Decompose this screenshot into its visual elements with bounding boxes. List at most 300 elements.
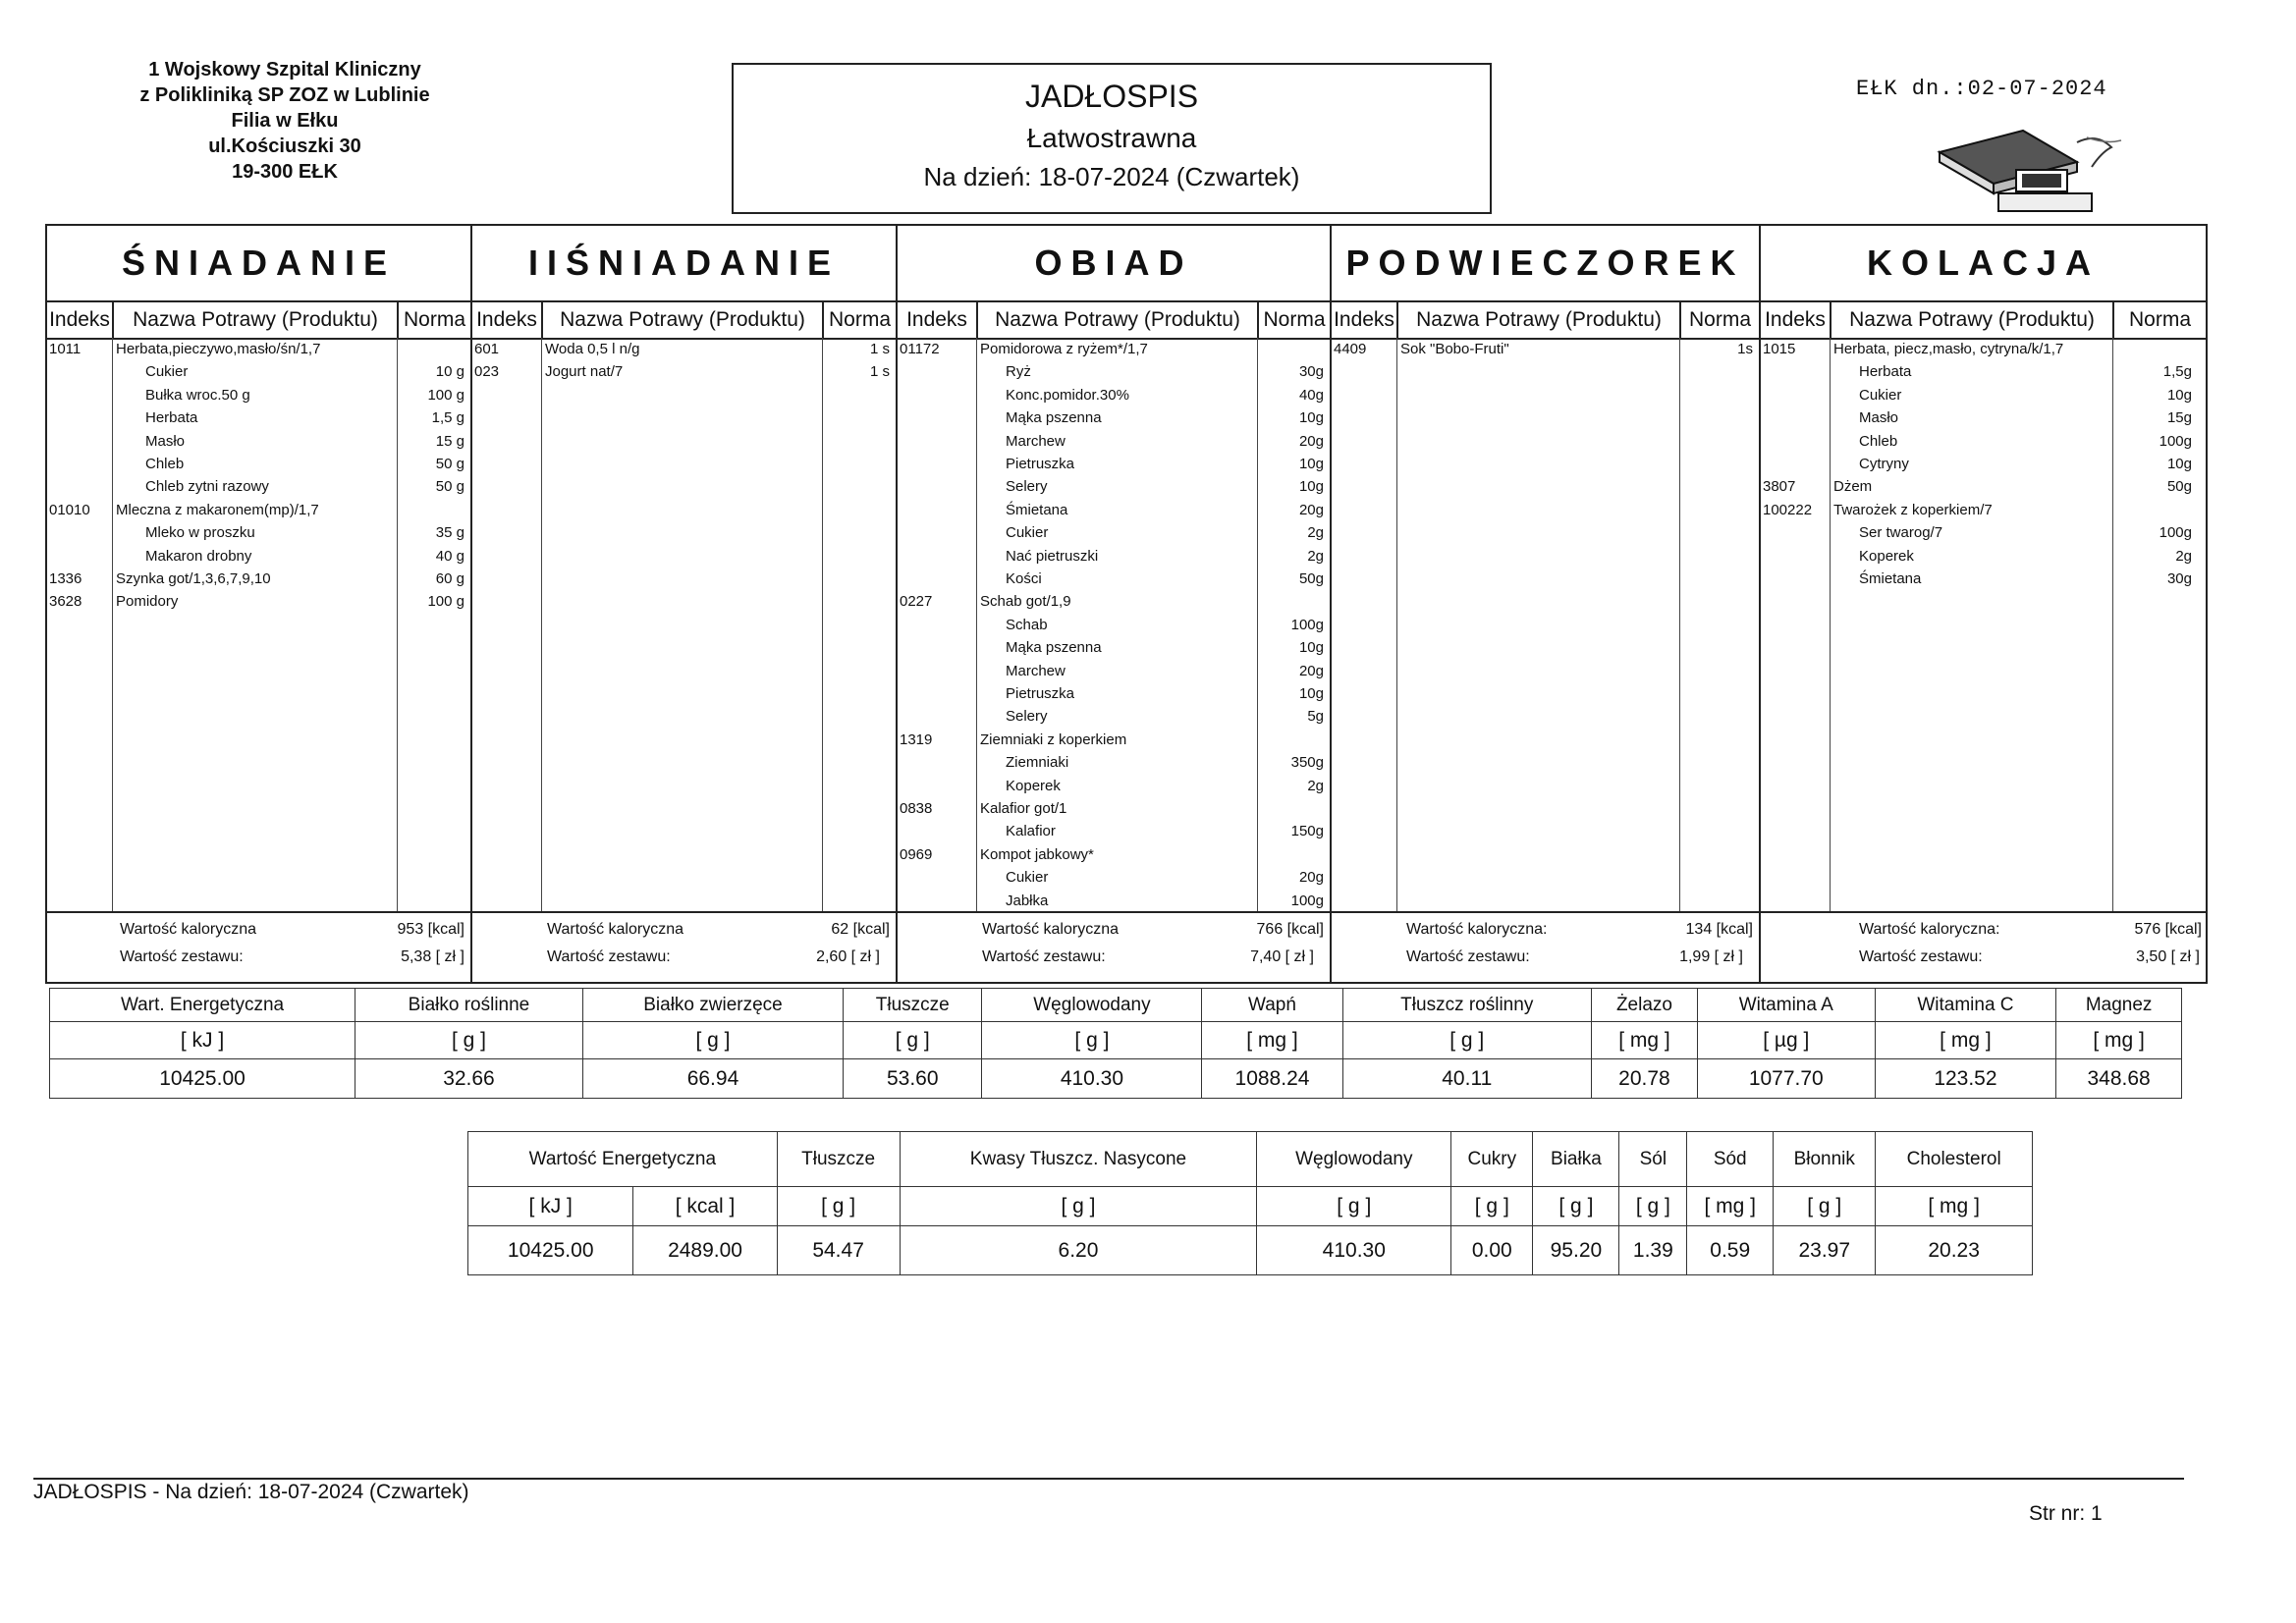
item-name: Chleb (1859, 432, 1898, 450)
item-norm: 30g (1298, 363, 1324, 381)
diet-name: Łatwostrawna (1026, 123, 1197, 153)
meal-items (898, 338, 1330, 913)
item-norm: 100g (2159, 432, 2192, 450)
item-norm: 30g (2166, 570, 2192, 587)
item-name: Masło (1859, 409, 1899, 427)
item-norm: 20g (1298, 869, 1324, 887)
meal-item-row (1761, 384, 2206, 406)
column-headers (1761, 302, 2206, 340)
nutrient-header: Błonnik (1774, 1132, 1876, 1187)
item-norm: 100 g (427, 386, 465, 404)
item-name: Makaron drobny (145, 547, 252, 565)
meal-second-breakfast (472, 226, 898, 982)
nutrient-value: 2489.00 (633, 1226, 777, 1275)
item-name: Kalafior (1006, 823, 1056, 840)
meal-item-row (47, 475, 470, 498)
item-norm: 10g (1298, 478, 1324, 496)
meal-item-row (898, 521, 1330, 544)
nutrient-value: 53.60 (844, 1059, 982, 1099)
meal-item-row (898, 384, 1330, 406)
meal-items (1761, 338, 2206, 913)
nutrient-unit: [ g ] (1774, 1187, 1876, 1226)
nutrient-header: Białka (1533, 1132, 1619, 1187)
nutrient-header: Sód (1687, 1132, 1774, 1187)
nutrient-unit: [ g ] (982, 1022, 1202, 1059)
item-norm: 2g (2175, 547, 2192, 565)
item-index: 1336 (49, 570, 82, 587)
item-norm: 15g (2166, 409, 2192, 427)
nutrient-unit: [ g ] (582, 1022, 843, 1059)
item-name: Herbata (145, 409, 198, 427)
item-index: 1015 (1763, 341, 1796, 357)
nutrient-unit: [ kJ ] (50, 1022, 355, 1059)
price-label: Wartość zestawu: (1406, 948, 1530, 965)
meal-item-row (47, 360, 470, 383)
meal-lunch (898, 226, 1332, 982)
meal-item-row (898, 820, 1330, 842)
meal-title: ŚNIADANIE (47, 226, 470, 302)
item-name: Ziemniaki (1006, 754, 1069, 772)
item-name: Ziemniaki z koperkiem (980, 730, 1127, 748)
meal-item-row (1761, 568, 2206, 590)
item-name: Twarożek z koperkiem/7 (1833, 501, 1993, 518)
nutrition-label-table (467, 1131, 2033, 1275)
item-norm: 20g (1298, 662, 1324, 679)
item-name: Marchew (1006, 432, 1066, 450)
column-headers (1332, 302, 1759, 340)
meal-item-row (47, 499, 470, 521)
title-box (732, 63, 1492, 214)
item-name: Mąka pszenna (1006, 639, 1102, 657)
item-norm: 1 s (869, 341, 890, 357)
nutrient-header: Witamina A (1697, 989, 1875, 1022)
nutrient-value: 0.59 (1687, 1226, 1774, 1275)
item-norm: 1,5g (2162, 363, 2192, 381)
meal-item-row (1332, 338, 1759, 360)
item-name: Selery (1006, 478, 1048, 496)
nutrient-header: Tłuszcze (777, 1132, 900, 1187)
nutrition-value-row (50, 1059, 2182, 1099)
header-index: Indeks (472, 302, 543, 338)
item-norm: 35 g (435, 524, 465, 542)
price-label: Wartość zestawu: (120, 948, 244, 965)
item-name: Jabłka (1006, 892, 1049, 909)
meal-item-row (472, 338, 896, 360)
nutrient-unit: [ g ] (1342, 1022, 1591, 1059)
item-name: Ser twarog/7 (1859, 524, 1943, 542)
item-name: Nać pietruszki (1006, 547, 1099, 565)
meal-item-row (898, 797, 1330, 820)
item-norm: 60 g (435, 570, 465, 587)
nutrient-header: Witamina C (1875, 989, 2056, 1022)
item-norm: 40g (1298, 386, 1324, 404)
kcal-value: 134 [kcal] (1685, 921, 1753, 938)
item-norm: 100g (2159, 524, 2192, 542)
footer-rule (33, 1478, 2184, 1480)
item-name: Chleb (145, 456, 185, 472)
meal-title: OBIAD (898, 226, 1330, 302)
kcal-label: Wartość kaloryczna (547, 921, 683, 938)
nutrient-header: Węglowodany (1257, 1132, 1451, 1187)
meal-item-row (898, 338, 1330, 360)
price-label: Wartość zestawu: (547, 948, 671, 965)
nutrient-header: Żelazo (1591, 989, 1697, 1022)
header-norm: Norma (828, 308, 891, 331)
item-index: 601 (474, 341, 500, 357)
nutrient-value: 54.47 (777, 1226, 900, 1275)
meal-item-row (898, 475, 1330, 498)
item-name: Pomidorowa z ryżem*/1,7 (980, 341, 1148, 357)
item-norm: 20g (1298, 432, 1324, 450)
item-norm: 10g (2166, 456, 2192, 472)
item-name: Pomidory (116, 593, 179, 611)
item-name: Kalafior got/1 (980, 800, 1067, 817)
hospital-line: z Polikliniką SP ZOZ w Lublinie (139, 84, 430, 106)
meal-title: KOLACJA (1761, 226, 2206, 302)
item-norm: 100g (1290, 892, 1324, 909)
page-number: Str nr: 1 (2029, 1502, 2103, 1525)
nutrient-value: 410.30 (982, 1059, 1202, 1099)
hospital-line: ul.Kościuszki 30 (208, 135, 361, 157)
header-name: Nazwa Potrawy (Produktu) (1398, 302, 1681, 338)
meal-item-row (47, 568, 470, 590)
meal-footer (898, 911, 1330, 982)
meal-item-row (47, 590, 470, 613)
item-name: Kości (1006, 570, 1042, 587)
item-index: 023 (474, 363, 500, 381)
item-name: Herbata (1859, 363, 1912, 381)
nutrient-unit: [ g ] (1257, 1187, 1451, 1226)
meal-item-row (898, 890, 1330, 912)
meal-item-row (898, 843, 1330, 866)
item-name: Marchew (1006, 662, 1066, 679)
nutrient-value: 23.97 (1774, 1226, 1876, 1275)
hospital-address (108, 57, 462, 185)
meal-item-row (898, 660, 1330, 682)
item-index: 1011 (49, 341, 82, 357)
item-name: Koperek (1859, 547, 1914, 565)
nutrient-header: Węglowodany (982, 989, 1202, 1022)
meal-footer (47, 911, 470, 982)
nutrient-unit: [ g ] (1619, 1187, 1687, 1226)
item-name: Śmietana (1859, 570, 1922, 587)
item-index: 0227 (900, 593, 933, 611)
meal-item-row (47, 384, 470, 406)
nutrient-header: Cholesterol (1876, 1132, 2033, 1187)
nutrient-unit: [ mg ] (1875, 1022, 2056, 1059)
item-index: 100222 (1763, 501, 1813, 518)
nutrient-unit: [ g ] (777, 1187, 900, 1226)
header-name: Nazwa Potrawy (Produktu) (978, 302, 1259, 338)
header-norm: Norma (403, 308, 465, 331)
nutrient-value: 20.23 (1876, 1226, 2033, 1275)
nutrient-value: 1077.70 (1697, 1059, 1875, 1099)
nutrient-value: 66.94 (582, 1059, 843, 1099)
nutrient-value: 95.20 (1533, 1226, 1619, 1275)
item-name: Selery (1006, 708, 1048, 726)
item-name: Konc.pomidor.30% (1006, 386, 1129, 404)
item-norm: 2g (1307, 547, 1324, 565)
nutrient-unit: [ mg ] (1591, 1022, 1697, 1059)
nutrient-value: 123.52 (1875, 1059, 2056, 1099)
item-index: 3628 (49, 593, 82, 611)
item-name: Pietruszka (1006, 685, 1075, 702)
meal-item-row (47, 453, 470, 475)
nutrient-unit: [ mg ] (1687, 1187, 1774, 1226)
nutrient-value: 0.00 (1451, 1226, 1533, 1275)
nutrition-unit-row (468, 1187, 2033, 1226)
price-label: Wartość zestawu: (1859, 948, 1983, 965)
meal-item-row (898, 751, 1330, 774)
item-name: Pietruszka (1006, 456, 1075, 472)
nutrient-value: 348.68 (2056, 1059, 2182, 1099)
item-norm: 50 g (435, 478, 465, 496)
kcal-label: Wartość kaloryczna: (1406, 921, 1548, 938)
meal-item-row (1761, 545, 2206, 568)
nutrient-header: Tłuszcze (844, 989, 982, 1022)
meal-item-row (1761, 499, 2206, 521)
nutrient-unit: [ kcal ] (633, 1187, 777, 1226)
item-index: 1319 (900, 730, 933, 748)
price-value: 5,38 [ zł ] (401, 948, 465, 965)
kcal-value: 62 [kcal] (831, 921, 890, 938)
print-date: EŁK dn.:02-07-2024 (1856, 77, 2107, 101)
item-norm: 350g (1290, 754, 1324, 772)
nutrient-value: 40.11 (1342, 1059, 1591, 1099)
kcal-label: Wartość kaloryczna (982, 921, 1119, 938)
nutrient-value: 1088.24 (1202, 1059, 1342, 1099)
meal-dinner (1761, 226, 2206, 982)
item-name: Schab (1006, 616, 1048, 633)
item-name: Sok "Bobo-Fruti" (1400, 341, 1509, 357)
item-norm: 150g (1290, 823, 1324, 840)
item-norm: 40 g (435, 547, 465, 565)
meal-footer (1761, 911, 2206, 982)
nutrient-unit: [ mg ] (1876, 1187, 2033, 1226)
meal-item-row (1761, 360, 2206, 383)
footer-text: JADŁOSPIS - Na dzień: 18-07-2024 (Czwartek) (33, 1481, 469, 1503)
meal-item-row (898, 729, 1330, 751)
nutrient-header: Białko roślinne (355, 989, 583, 1022)
item-index: 0969 (900, 845, 933, 863)
kcal-value: 953 [kcal] (397, 921, 465, 938)
header-norm: Norma (1688, 308, 1751, 331)
item-name: Dżem (1833, 478, 1873, 496)
item-norm: 1 s (869, 363, 890, 381)
nutrition-unit-row (50, 1022, 2182, 1059)
meal-breakfast (47, 226, 472, 982)
kcal-label: Wartość kaloryczna: (1859, 921, 2000, 938)
kcal-value: 576 [kcal] (2134, 921, 2202, 938)
header-name: Nazwa Potrawy (Produktu) (1831, 302, 2114, 338)
item-norm: 50g (1298, 570, 1324, 587)
item-norm: 100 g (427, 593, 465, 611)
item-index: 01010 (49, 501, 90, 518)
hospital-line: 1 Wojskowy Szpital Kliniczny (148, 59, 421, 81)
meal-item-row (898, 568, 1330, 590)
item-index: 01172 (900, 341, 940, 357)
item-name: Cukier (1006, 869, 1049, 887)
kcal-label: Wartość kaloryczna (120, 921, 256, 938)
header-name: Nazwa Potrawy (Produktu) (114, 302, 399, 338)
item-norm: 50g (2166, 478, 2192, 496)
book-computer-logo (1930, 123, 2136, 221)
item-name: Masło (145, 432, 186, 450)
item-index: 0838 (900, 800, 933, 817)
meal-item-row (898, 614, 1330, 636)
price-value: 3,50 [ zł ] (2136, 948, 2200, 965)
nutrition-summary-table (49, 988, 2182, 1099)
meal-item-row (898, 590, 1330, 613)
item-name: Mąka pszenna (1006, 409, 1102, 427)
item-name: Cukier (1859, 386, 1902, 404)
meal-footer (1332, 911, 1759, 982)
header-norm: Norma (1263, 308, 1326, 331)
column-headers (47, 302, 470, 340)
nutrient-unit: [ g ] (1533, 1187, 1619, 1226)
kcal-value: 766 [kcal] (1256, 921, 1324, 938)
item-name: Jogurt nat/7 (545, 363, 624, 381)
item-name: Ryż (1006, 363, 1031, 381)
nutrient-value: 32.66 (355, 1059, 583, 1099)
nutrient-unit: [ g ] (355, 1022, 583, 1059)
menu-table (45, 224, 2208, 984)
item-index: 4409 (1334, 341, 1367, 357)
item-name: Kompot jabkowy* (980, 845, 1094, 863)
meal-item-row (1761, 430, 2206, 453)
header-index: Indeks (898, 302, 978, 338)
item-norm: 1s (1737, 341, 1753, 357)
item-name: Chleb zytni razowy (145, 478, 269, 496)
item-name: Herbata, piecz,masło, cytryna/k/1,7 (1833, 341, 2064, 357)
item-norm: 10g (1298, 409, 1324, 427)
item-norm: 100g (1290, 616, 1324, 633)
nutrition-header-row (468, 1132, 2033, 1187)
nutrient-unit: [ mg ] (1202, 1022, 1342, 1059)
nutrient-header: Wartość Energetyczna (468, 1132, 778, 1187)
nutrient-header: Wapń (1202, 989, 1342, 1022)
header-norm: Norma (2128, 308, 2191, 331)
item-name: Koperek (1006, 777, 1061, 794)
meal-item-row (47, 406, 470, 429)
item-norm: 10g (1298, 456, 1324, 472)
nutrient-header: Sól (1619, 1132, 1687, 1187)
item-norm: 1,5 g (431, 409, 465, 427)
nutrient-header: Kwasy Tłuszcz. Nasycone (900, 1132, 1257, 1187)
hospital-line: Filia w Ełku (231, 110, 339, 132)
meal-item-row (898, 499, 1330, 521)
meal-item-row (898, 705, 1330, 728)
meal-item-row (47, 545, 470, 568)
menu-date: Na dzień: 18-07-2024 (Czwartek) (923, 162, 1300, 191)
item-name: Szynka got/1,3,6,7,9,10 (116, 570, 271, 587)
meal-item-row (1761, 475, 2206, 498)
nutrient-header: Magnez (2056, 989, 2182, 1022)
item-norm: 10 g (435, 363, 465, 381)
nutrient-unit: [ µg ] (1697, 1022, 1875, 1059)
item-norm: 5g (1307, 708, 1324, 726)
nutrient-unit: [ kJ ] (468, 1187, 633, 1226)
nutrient-value: 1.39 (1619, 1226, 1687, 1275)
nutrient-header: Białko zwierzęce (582, 989, 843, 1022)
item-name: Schab got/1,9 (980, 593, 1071, 611)
meal-afternoon-snack (1332, 226, 1761, 982)
item-name: Bułka wroc.50 g (145, 386, 250, 404)
meal-items (47, 338, 470, 913)
meal-item-row (47, 430, 470, 453)
meal-item-row (472, 360, 896, 383)
item-norm: 2g (1307, 524, 1324, 542)
meal-footer (472, 911, 896, 982)
meal-title: IIŚNIADANIE (472, 226, 896, 302)
item-norm: 10g (2166, 386, 2192, 404)
meal-item-row (47, 338, 470, 360)
meal-items (1332, 338, 1759, 913)
nutrient-value: 20.78 (1591, 1059, 1697, 1099)
header-index: Indeks (47, 302, 114, 338)
nutrient-unit: [ g ] (900, 1187, 1257, 1226)
item-name: Cukier (145, 363, 189, 381)
meal-items (472, 338, 896, 913)
item-name: Cytryny (1859, 456, 1909, 472)
item-name: Śmietana (1006, 501, 1068, 518)
nutrient-value: 10425.00 (50, 1059, 355, 1099)
item-norm: 2g (1307, 777, 1324, 794)
item-name: Herbata,pieczywo,masło/śn/1,7 (116, 341, 321, 357)
meal-item-row (898, 360, 1330, 383)
meal-item-row (1761, 406, 2206, 429)
column-headers (898, 302, 1330, 340)
item-name: Mleko w proszku (145, 524, 255, 542)
nutrient-unit: [ mg ] (2056, 1022, 2182, 1059)
header-index: Indeks (1332, 302, 1398, 338)
item-index: 3807 (1763, 478, 1796, 496)
nutrient-unit: [ g ] (1451, 1187, 1533, 1226)
header-index: Indeks (1761, 302, 1831, 338)
header-name: Nazwa Potrawy (Produktu) (543, 302, 824, 338)
price-label: Wartość zestawu: (982, 948, 1106, 965)
item-norm: 50 g (435, 456, 465, 472)
meal-item-row (898, 682, 1330, 705)
item-name: Mleczna z makaronem(mp)/1,7 (116, 501, 319, 518)
nutrient-header: Tłuszcz roślinny (1342, 989, 1591, 1022)
meal-item-row (898, 453, 1330, 475)
meal-item-row (898, 406, 1330, 429)
nutrient-value: 6.20 (900, 1226, 1257, 1275)
meal-item-row (1761, 338, 2206, 360)
nutrient-header: Wart. Energetyczna (50, 989, 355, 1022)
nutrient-value: 10425.00 (468, 1226, 633, 1275)
meal-item-row (1761, 521, 2206, 544)
meal-item-row (898, 775, 1330, 797)
page-title: JADŁOSPIS (1024, 79, 1199, 114)
meal-item-row (898, 545, 1330, 568)
nutrient-header: Cukry (1451, 1132, 1533, 1187)
item-norm: 15 g (435, 432, 465, 450)
hospital-line: 19-300 EŁK (232, 161, 338, 183)
item-name: Cukier (1006, 524, 1049, 542)
item-norm: 10g (1298, 685, 1324, 702)
nutrition-value-row (468, 1226, 2033, 1275)
column-headers (472, 302, 896, 340)
item-norm: 10g (1298, 639, 1324, 657)
nutrient-value: 410.30 (1257, 1226, 1451, 1275)
meal-item-row (898, 636, 1330, 659)
meal-item-row (898, 866, 1330, 889)
item-norm: 20g (1298, 501, 1324, 518)
meal-item-row (47, 521, 470, 544)
meal-item-row (1761, 453, 2206, 475)
